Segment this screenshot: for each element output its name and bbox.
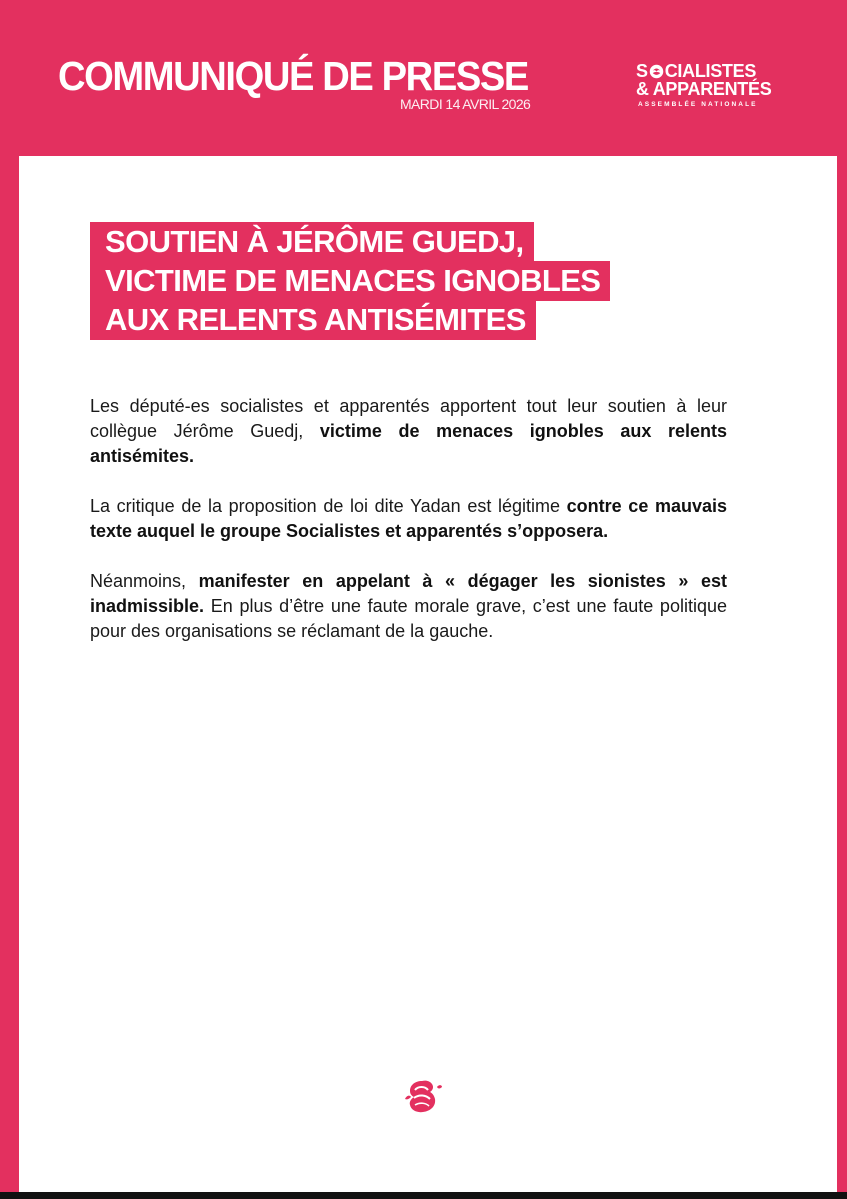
press-release-body [90, 394, 727, 669]
paragraph-2-bold: contre ce mauvais texte auquel le groupe Socialistes et apparentés s’opposera. [90, 496, 728, 541]
paragraph-1-text: Les député-es socialistes et apparentés apportent tout leur soutien à leur collègue Jérôme Guedj, [90, 396, 727, 441]
paragraph-1-bold: victime de menaces ignobles aux relents antisémites. [90, 421, 727, 466]
logo-letter-s: S [636, 61, 648, 81]
paragraph-2-text: La critique de la proposition de loi dite Yadan est légitime [90, 496, 567, 516]
paragraph-3-text-end: En plus d’être une faute morale grave, c’est une faute politique pour des organisations se réclamant de la gauche. [90, 596, 727, 641]
header-title: COMMUNIQUÉ DE PRESSE [58, 53, 528, 99]
paragraph-1 [90, 394, 727, 469]
headline [90, 222, 610, 339]
paragraph-2 [90, 494, 727, 544]
headline-line-3: AUX RELENTS ANTISÉMITES [90, 300, 536, 340]
paragraph-3-bold: manifester en appelant à « dégager les sionistes » est inadmissible. [90, 571, 727, 616]
rose-icon [649, 64, 664, 79]
bottom-edge [0, 1192, 847, 1199]
party-logo [636, 62, 786, 108]
header-date: MARDI 14 AVRIL 2026 [400, 96, 531, 112]
headline-line-2: VICTIME DE MENACES IGNOBLES [90, 261, 610, 301]
paragraph-3-text: Néanmoins, [90, 571, 199, 591]
paragraph-3 [90, 569, 727, 644]
logo-line-1 [636, 62, 786, 80]
logo-line-2: & APPARENTÉS [636, 79, 772, 99]
logo-line-3: ASSEMBLÉE NATIONALE [638, 101, 758, 108]
logo-word-rest: CIALISTES [664, 61, 757, 81]
headline-line-1: SOUTIEN À JÉRÔME GUEDJ, [90, 222, 534, 262]
rose-icon [401, 1077, 443, 1115]
